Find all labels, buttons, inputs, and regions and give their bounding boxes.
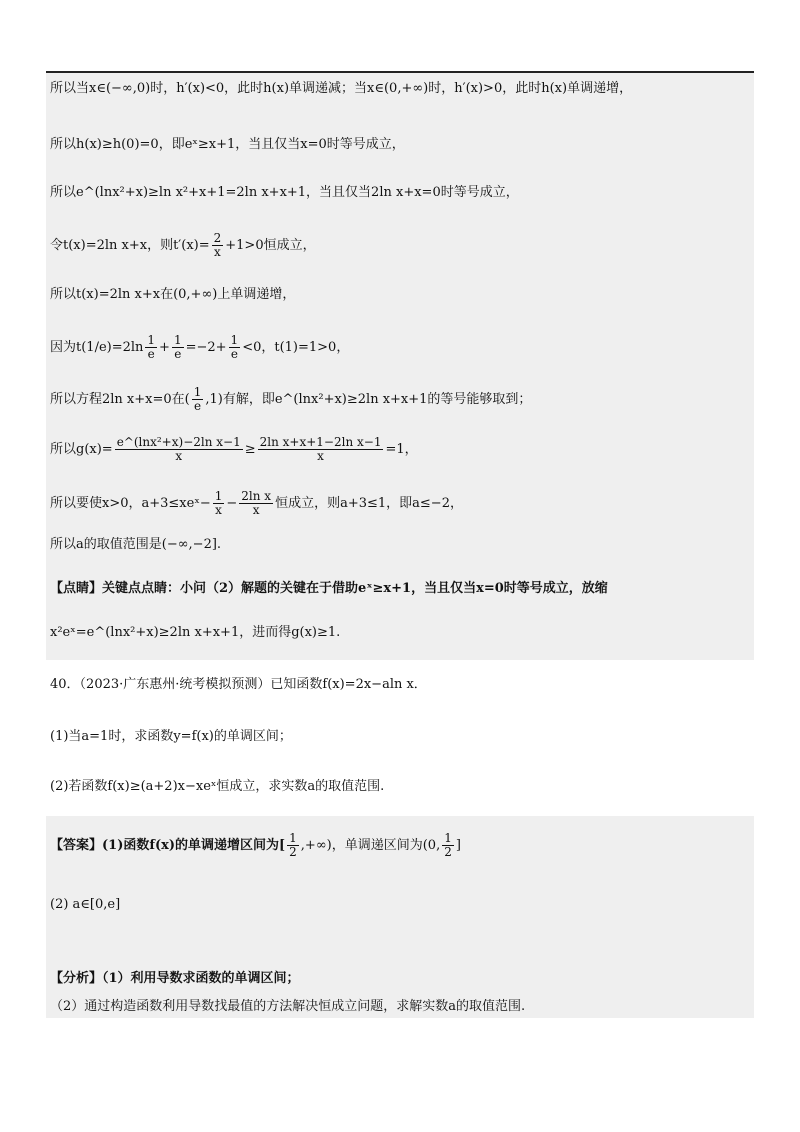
key-point-line-1: 【点睛】关键点点睛：小问（2）解题的关键在于借助eˣ≥x+1，当且仅当x=0时等号成立，放缩 [50, 581, 608, 596]
solution-line-4: 令t(x)=2ln x+x，则t′(x)= $\frac{2}{x}$ +1>0恒成立， [50, 231, 316, 259]
analysis-line-2: （2）通过构造函数利用导数找最值的方法解决恒成立问题，求解实数a的取值范围. [50, 999, 526, 1014]
fraction: $\frac{\text{2ln x+x+1−2ln x−1}}{x}$ [259, 435, 382, 463]
problem-title: 40．（2023·广东惠州·统考模拟预测）已知函数f(x)=2x−aln x． [50, 677, 427, 692]
problem-part-1: (1)当a=1时，求函数y=f(x)的单调区间； [50, 729, 292, 744]
problem-part-2: (2)若函数f(x)≥(a+2)x−xeˣ恒成立，求实数a的取值范围. [50, 779, 385, 794]
solution-line-9: 所以要使x>0，a+3≤xeˣ− $\frac{1}{x}$ − $\frac{\text{2ln x}}{x}$ 恒成立，则a+3≤1，即a≤−2， [50, 489, 463, 517]
solution-line-2: 所以h(x)≥h(0)=0，即eˣ≥x+1，当且仅当x=0时等号成立， [50, 137, 405, 152]
analysis-line-1: 【分析】（1）利用导数求函数的单调区间； [50, 971, 300, 986]
fraction: $\frac{1}{e}$ [147, 333, 156, 361]
solution-line-1: 所以当x∈(−∞,0)时，h′(x)<0，此时h(x)单调递减；当x∈(0,+∞)时，h′(x)>0，此时h(x)单调递增， [50, 81, 633, 96]
fraction: $\frac{1}{2}$ [289, 831, 297, 859]
solution-line-7: 所以方程2ln x+x=0在( $\frac{1}{e}$ ,1)有解，即e^(lnx²+x)≥2ln x+x+1的等号能够取到； [50, 385, 532, 413]
solution-line-5: 所以t(x)=2ln x+x在(0,+∞)上单调递增， [50, 287, 296, 302]
solution-line-6: 因为t(1/e)=2ln $\frac{1}{e}$ + $\frac{1}{e}$ =−2+ $\frac{1}{e}$ <0，t(1)=1>0， [50, 333, 350, 361]
solution-line-8: 所以g(x)= $\frac{\text{e\textasciicircum{}(lnx²+x)−2ln x−1}}{x}$ ≥ $\frac{\text{2ln x+x+1−2ln x−1}}{x}$ =1， [50, 435, 418, 463]
fraction: $\frac{1}{e}$ [193, 385, 202, 413]
fraction: $\frac{\text{e\textasciicircum{}(lnx²+x)−2ln x−1}}{x}$ [116, 435, 241, 463]
key-point-line-2: x²eˣ=e^(lnx²+x)≥2ln x+x+1，进而得g(x)≥1. [50, 625, 341, 640]
solution-block [46, 73, 754, 660]
fraction: $\frac{1}{x}$ [214, 489, 223, 517]
solution-line-3: 所以e^(lnx²+x)≥ln x²+x+1=2ln x+x+1，当且仅当2ln x+x=0时等号成立， [50, 185, 519, 200]
fraction: $\frac{1}{e}$ [230, 333, 239, 361]
fraction: $\frac{1}{e}$ [173, 333, 182, 361]
answer-line-1: 【答案】(1)函数f(x)的单调递增区间为[ $\frac{1}{2}$ ,+∞)，单调递区间为(0, $\frac{1}{2}$ ] [50, 831, 461, 859]
fraction: $\frac{\text{2ln x}}{x}$ [241, 489, 272, 517]
solution-line-10: 所以a的取值范围是(−∞,−2]. [50, 537, 222, 552]
answer-line-2: (2) a∈[0,e] [50, 897, 121, 912]
fraction: $\frac{1}{2}$ [444, 831, 452, 859]
fraction: $\frac{2}{x}$ [213, 231, 222, 259]
